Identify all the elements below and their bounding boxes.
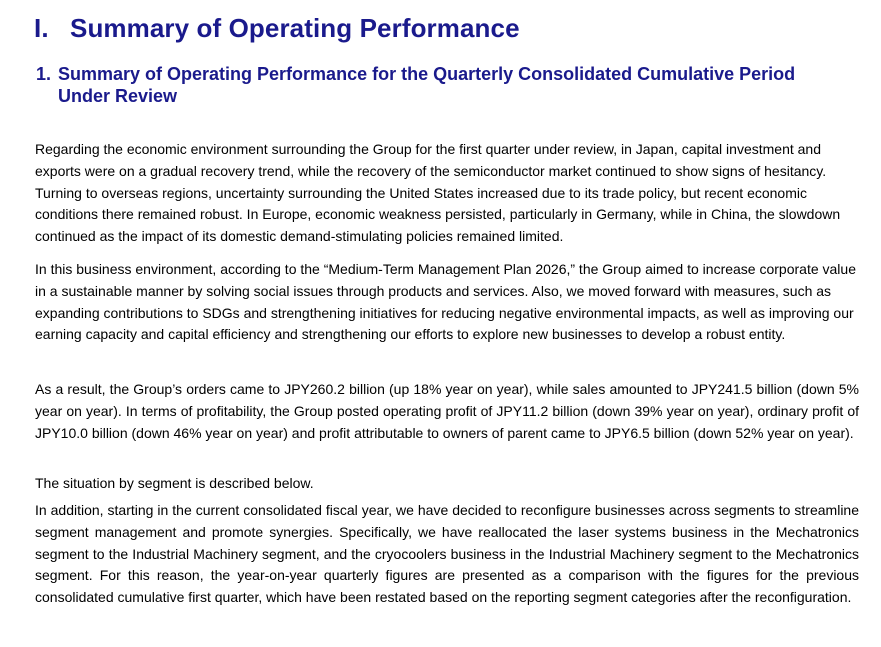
paragraph-business-environment: In this business environment, according to the “Medium-Term Management Plan 2026,” the Group aimed to increase corporate value in a sustainable manner by solving social issues through products and services. Also, we moved forward with measures, such as expanding contributions to SDGs and strengthening initiatives for reducing negative environmental impacts, as well as improving our earning capacity and capital efficiency and strengthening our efforts to explore new businesses to develop a robust entity. [35,261,856,343]
paragraph-reconfiguration: In addition, starting in the current consolidated fiscal year, we have decided to reconfigure businesses across segments to streamline segment management and promote synergies. Specifically, we have reallocated the laser systems business in the Mechatronics segment to the Industrial Machinery segment, and the cryocoolers business in the Industrial Machinery segment to the Mechatronics segment. For this reason, the year-on-year quarterly figures are presented as a comparison with the figures for the previous consolidated cumulative first quarter, which have been restated based on the reporting segment categories after the reconfiguration. [35,502,859,606]
section-heading [34,13,520,44]
section-title: Summary of Operating Performance [70,13,520,43]
subsection-heading [36,63,836,107]
subsection-number: 1. [36,64,52,84]
paragraph-economic-environment: Regarding the economic environment surrounding the Group for the first quarter under review, in Japan, capital investment and exports were on a gradual recovery trend, while the recovery of the semiconductor market continued to show signs of hesitancy. Turning to overseas regions, uncertainty surrounding the United States increased due to its trade policy, but recent economic conditions there remained robust. In Europe, economic weakness persisted, particularly in Germany, while in China, the slowdown continued as the impact of its domestic demand-stimulating policies remained limited. [35,141,841,245]
paragraph-results: As a result, the Group’s orders came to JPY260.2 billion (up 18% year on year), while sales amounted to JPY241.5 billion (down 5% year on year). In terms of profitability, the Group posted operating profit of JPY11.2 billion (down 39% year on year), ordinary profit of JPY10.0 billion (down 46% year on year) and profit attributable to owners of parent came to JPY6.5 billion (down 52% year on year). [35,381,859,441]
section-number: I. [34,13,49,43]
paragraph-segment-intro: The situation by segment is described below. [35,475,314,491]
subsection-title: Summary of Operating Performance for the Quarterly Consolidated Cumulative Period Under Review [58,64,796,106]
